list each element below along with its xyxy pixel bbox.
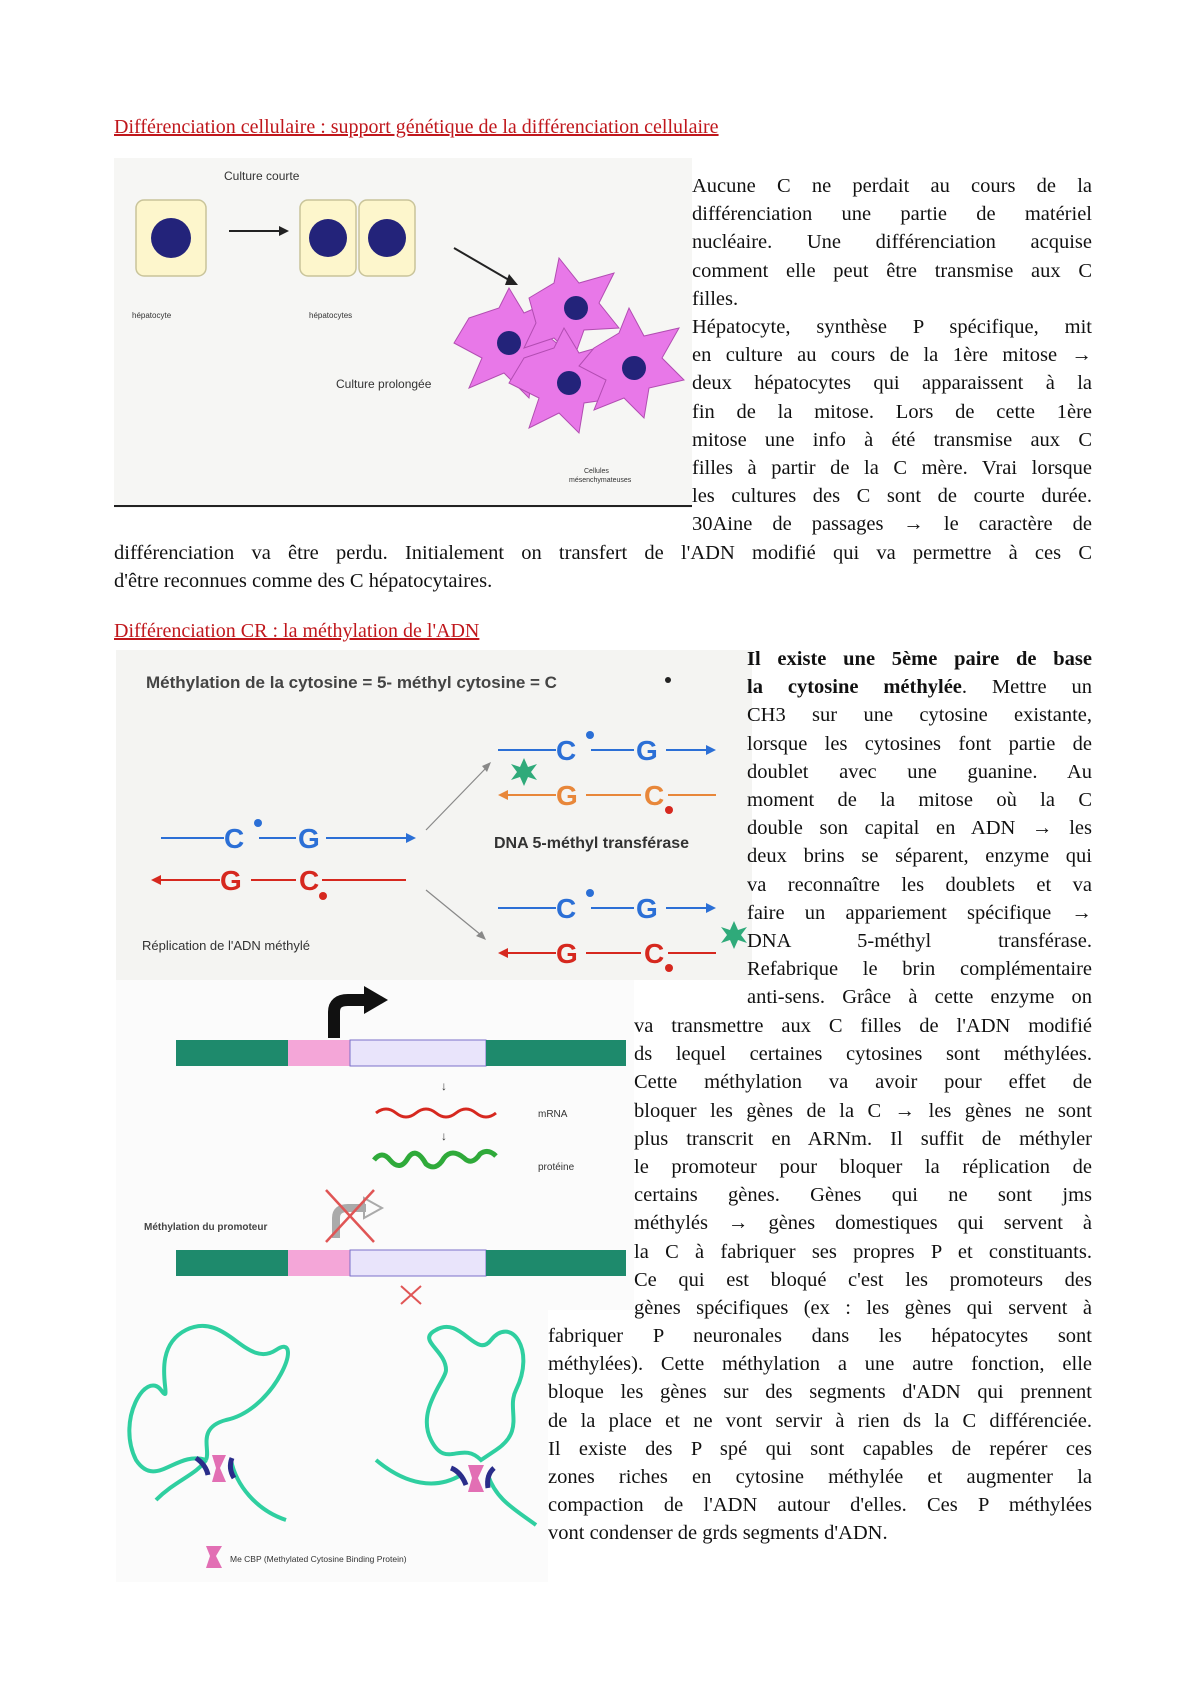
svg-text:C: C [556, 893, 577, 924]
mrna-strand [376, 1109, 496, 1117]
legend-mecbp-icon [206, 1546, 222, 1568]
label-mesenchymal-1: Cellules [584, 468, 609, 475]
svg-text:G: G [636, 735, 658, 766]
text-line: mitose une info à été transmise aux C [692, 428, 1092, 451]
transcription-arrow-icon [334, 1000, 366, 1038]
text-line: la cytosine méthylée [747, 676, 962, 699]
dna-loop-left [129, 1326, 288, 1472]
section2-paragraph-a [747, 645, 1092, 1012]
label-mrna: mRNA [538, 1109, 568, 1120]
text-line: filles. [692, 287, 739, 310]
svg-text:G: G [556, 780, 578, 811]
svg-text:C: C [644, 780, 665, 811]
text-line: fabriquer P neuronales dans les hépatocytes sont [548, 1325, 1092, 1347]
text-line: Refabrique le brin complémentaire [747, 958, 1092, 981]
text-line: nucléaire. Une différenciation acquise [692, 231, 1092, 254]
text-line: méthylés → gènes domestiques qui servent à [634, 1212, 1092, 1235]
text-line: méthylées). Cette méthylation a une autre fonction, elle [548, 1353, 1092, 1376]
text-line: compaction de l'ADN autour d'elles. Ces P méthylées [548, 1494, 1092, 1517]
svg-text:G: G [556, 938, 578, 969]
dna-loop-right [427, 1327, 524, 1460]
nucleus [151, 218, 191, 258]
text-line: CH3 sur une cytosine existante, [747, 704, 1092, 727]
blocked-transcription-arrow-icon [336, 1208, 366, 1238]
label-short-culture: Culture courte [224, 169, 300, 183]
svg-text:G: G [636, 893, 658, 924]
label-protein: protéine [538, 1162, 575, 1173]
text-line: de la place et ne vont servir à rien ds la C différenciée. [548, 1409, 1092, 1432]
section2-paragraph-b [634, 1012, 1092, 1322]
section2-paragraph-c [548, 1322, 1092, 1548]
text-line: vont condenser de grds segments d'ADN. [548, 1522, 888, 1545]
text-line: . Mettre un [961, 676, 1092, 699]
text-line: la C à fabriquer ses propres P et constituants. [634, 1240, 1092, 1263]
text-line: le promoteur pour bloquer la réplication de [634, 1156, 1092, 1179]
replication-caption: Réplication de l'ADN méthylé [142, 938, 310, 953]
label-promoter-methylation: Méthylation du promoteur [144, 1222, 268, 1233]
section2-heading: Différenciation CR : la méthylation de l'ADN [114, 620, 480, 642]
svg-text:C: C [644, 938, 665, 969]
text-line: différenciation va être perdu. Initialement on transfert de l'ADN modifié qui va permettre à ces C [114, 542, 1092, 564]
text-line: comment elle peut être transmise aux C [692, 259, 1092, 282]
mecbp-figure [116, 1310, 548, 1582]
cell-culture-figure [114, 158, 692, 508]
text-line: moment de la mitose où la C [747, 789, 1092, 812]
label-hepatocytes: hépatocytes [309, 311, 353, 320]
text-line: Il existe une 5ème paire de base [747, 648, 1092, 670]
svg-text:↓: ↓ [441, 1129, 447, 1143]
mecbp-protein-icon [212, 1455, 226, 1482]
text-line: doublet avec une guanine. Au [747, 760, 1092, 783]
text-line: Hépatocyte, synthèse P spécifique, mit [692, 316, 1092, 339]
text-line: lorsque les cytosines font partie de [747, 732, 1092, 755]
text-line: va transmettre aux C filles de l'ADN modifié [634, 1015, 1092, 1037]
text-line: zones riches en cytosine méthylée et augmenter la [548, 1466, 1092, 1489]
section1-paragraph-side [692, 172, 1092, 539]
mesenchymal-cells [454, 258, 684, 433]
svg-text:C: C [556, 735, 577, 766]
text-line [747, 673, 1092, 701]
promoter-figure [116, 980, 634, 1310]
gene-dna-bar [176, 1040, 288, 1066]
enzyme-star-icon [721, 921, 747, 949]
text-line: plus transcrit en ARNm. Il suffit de méthyler [634, 1127, 1092, 1150]
text-line: d'être reconnues comme des C hépatocytaires. [114, 570, 493, 593]
svg-text:C: C [299, 865, 320, 896]
text-line: bloque les gènes sur des segments d'ADN qui prennent [548, 1381, 1092, 1404]
svg-text:G: G [220, 865, 242, 896]
text-line: filles à partir de la C mère. Vrai lorsque [692, 457, 1092, 480]
enzyme-star-icon [511, 758, 537, 786]
label-hepatocyte: hépatocyte [132, 311, 172, 320]
text-line: deux hépatocytes qui apparaissent à la [692, 372, 1092, 395]
svg-text:G: G [298, 823, 320, 854]
methylation-figure [116, 650, 752, 980]
text-line: deux brins se séparent, enzyme qui [747, 845, 1092, 868]
mecbp-protein-icon [468, 1465, 484, 1492]
text-line: anti-sens. Grâce à cette enzyme on [747, 986, 1092, 1009]
label-long-culture: Culture prolongée [336, 377, 432, 391]
text-line: gènes spécifiques (ex : les gènes qui servent à [634, 1297, 1092, 1320]
text-line: 30Aine de passages → le caractère de [692, 513, 1092, 536]
text-line: Il existe des P spé qui sont capables de repérer ces [548, 1437, 1092, 1460]
svg-text:↓: ↓ [441, 1079, 447, 1093]
text-line: DNA 5-méthyl transférase. [747, 930, 1092, 953]
protein-chain [374, 1151, 496, 1166]
methylation-title: Méthylation de la cytosine = 5- méthyl cytosine = C [146, 673, 557, 692]
enzyme-label: DNA 5-méthyl transférase [494, 835, 690, 852]
text-line: certains gènes. Gènes qui ne sont jms [634, 1184, 1092, 1207]
label-mesenchymal-2: mésenchymateuses [569, 477, 632, 484]
text-line: va reconnaître les doublets et va [747, 873, 1092, 896]
text-line: Ce qui est bloqué c'est les promoteurs des [634, 1268, 1092, 1291]
text-line: Aucune C ne perdait au cours de la [692, 175, 1092, 197]
text-line: faire un appariement spécifique → [747, 901, 1092, 924]
text-line: Cette méthylation va avoir pour effet de [634, 1071, 1092, 1094]
text-line: différenciation une partie de matériel [692, 203, 1092, 226]
text-line: ds lequel certaines cytosines sont méthylées. [634, 1043, 1092, 1066]
svg-text:C: C [224, 823, 245, 854]
text-line: en culture au cours de la 1ère mitose → [692, 344, 1092, 367]
text-line: fin de la mitose. Lors de cette 1ère [692, 400, 1092, 423]
section1-paragraph-full [114, 539, 1092, 595]
mecbp-legend: Me CBP (Methylated Cytosine Binding Protein) [230, 1554, 407, 1564]
text-line: les cultures des C sont de courte durée. [692, 485, 1092, 508]
text-line: double son capital en ADN → les [747, 817, 1092, 840]
text-line: bloquer les gènes de la C → les gènes ne sont [634, 1099, 1092, 1122]
section1-heading: Différenciation cellulaire : support génétique de la différenciation cellulaire [114, 116, 719, 138]
